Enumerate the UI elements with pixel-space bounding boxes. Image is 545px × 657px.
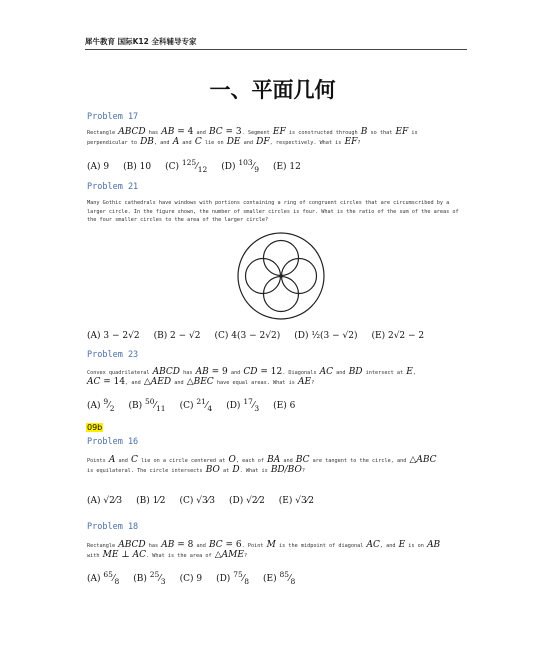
problem-text: Many Gothic cathedrals have windows with portions containing a ring of congruent circles that are circumscribed by a larger circle. In the figure shown, the number of smaller circles is four. What is the ratio of the sum of the areas of the four smaller circles to the area of the larger circle?	[87, 200, 462, 223]
problem-heading: Problem 16	[87, 437, 139, 447]
section-title: 一、平面几何	[209, 78, 336, 102]
small-circle	[246, 259, 281, 294]
problem-heading: Problem 17	[87, 112, 139, 122]
page-header: 犀牛教育 国际K12 全科辅导专家	[85, 36, 467, 50]
problem-text: Rectangle ABCD has AB = 8 and BC = 6. Point M is the midpoint of diagonal AC, and E is on AB with ME ⊥ AC. What is the area of △AME?	[87, 540, 441, 560]
problem-heading: Problem 18	[87, 522, 139, 532]
answer-choices: (A) 3 − 2√2 (B) 2 − √2 (C) 4(3 − 2√2) (D) ½(3 − √2) (E) 2√2 − 2	[87, 331, 425, 341]
problem-heading: Problem 23	[87, 350, 139, 360]
small-circle	[264, 277, 299, 312]
problem-text: Rectangle ABCD has AB = 4 and BC = 3. Segment EF is constructed through B so that EF is perpendicular to DB, and A and C lie on DE and DF, respectively. What is EF?	[87, 127, 418, 147]
small-circle	[264, 241, 299, 276]
answer-choices: (A) $^{65}⁄_8$ (B) $^{25}⁄_3$ (C) 9 (D) $^{75}⁄_8$ (E) $^{85}⁄_8$	[87, 570, 296, 586]
problem-text: Points A and C lie on a circle centered at O, each of BA and BC are tangent to the circle, and △ABC is equilateral. The circle intersects BO at D. What is BD/BO?	[87, 455, 437, 475]
answer-choices: (A) 9 (B) 10 (C) $^{125}⁄_{12}$ (D) $^{103}⁄_9$ (E) 12	[87, 158, 301, 174]
gothic-window-figure	[236, 231, 326, 321]
problem-heading: Problem 21	[87, 182, 139, 192]
answer-choices: (A) $^9⁄_2$ (B) $^{50}⁄_{11}$ (C) $^{21}⁄_4$ (D) $^{17}⁄_3$ (E) 6	[87, 397, 296, 413]
problem-text: Convex quadrilateral ABCD has AB = 9 and CD = 12. Diagonals AC and BD intersect at E, AC = 14, and △AED and △BEC have equal areas. What is AE?	[87, 367, 416, 387]
small-circle	[282, 259, 317, 294]
highlight-tag: 09b	[87, 423, 103, 432]
answer-choices: (A) √2⁄3 (B) 1⁄2 (C) √3⁄3 (D) √2⁄2 (E) √3⁄2	[87, 496, 314, 506]
